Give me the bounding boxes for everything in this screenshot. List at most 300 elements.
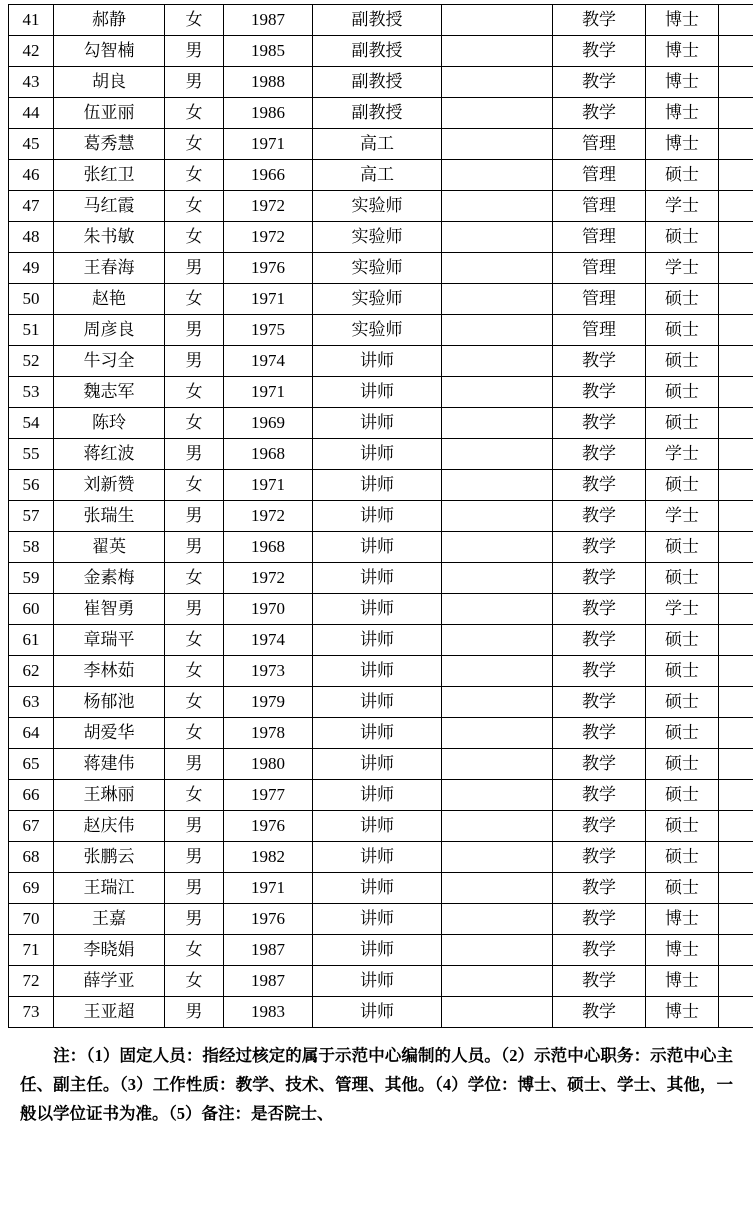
cell-birth-year: 1972 xyxy=(224,191,313,222)
cell-degree: 博士 xyxy=(646,67,719,98)
cell-professional-title: 讲师 xyxy=(313,470,442,501)
cell-degree: 硕士 xyxy=(646,749,719,780)
cell-birth-year: 1970 xyxy=(224,594,313,625)
cell-professional-title: 副教授 xyxy=(313,67,442,98)
cell-degree: 博士 xyxy=(646,904,719,935)
cell-professional-title: 讲师 xyxy=(313,408,442,439)
cell-index: 44 xyxy=(9,98,54,129)
cell-sex: 女 xyxy=(165,625,224,656)
cell-work-type: 教学 xyxy=(553,749,646,780)
cell-sex: 女 xyxy=(165,718,224,749)
cell-name: 蒋建伟 xyxy=(54,749,165,780)
cell-sex: 女 xyxy=(165,935,224,966)
cell-sex: 男 xyxy=(165,594,224,625)
cell-name: 勾智楠 xyxy=(54,36,165,67)
cell-degree: 硕士 xyxy=(646,656,719,687)
cell-birth-year: 1968 xyxy=(224,532,313,563)
cell-degree: 硕士 xyxy=(646,346,719,377)
cell-index: 64 xyxy=(9,718,54,749)
cell-center-duty xyxy=(442,842,553,873)
cell-birth-year: 1988 xyxy=(224,67,313,98)
cell-sex: 女 xyxy=(165,222,224,253)
cell-birth-year: 1987 xyxy=(224,966,313,997)
cell-professional-title: 讲师 xyxy=(313,780,442,811)
cell-professional-title: 讲师 xyxy=(313,749,442,780)
cell-sex: 女 xyxy=(165,284,224,315)
cell-professional-title: 实验师 xyxy=(313,253,442,284)
cell-professional-title: 讲师 xyxy=(313,656,442,687)
cell-index: 69 xyxy=(9,873,54,904)
cell-sex: 男 xyxy=(165,842,224,873)
cell-remark xyxy=(719,780,753,811)
cell-index: 51 xyxy=(9,315,54,346)
table-row xyxy=(9,563,753,594)
cell-birth-year: 1971 xyxy=(224,284,313,315)
cell-birth-year: 1976 xyxy=(224,904,313,935)
cell-professional-title: 讲师 xyxy=(313,377,442,408)
cell-professional-title: 讲师 xyxy=(313,439,442,470)
cell-sex: 男 xyxy=(165,315,224,346)
cell-birth-year: 1971 xyxy=(224,377,313,408)
cell-degree: 硕士 xyxy=(646,532,719,563)
cell-professional-title: 实验师 xyxy=(313,315,442,346)
cell-center-duty xyxy=(442,377,553,408)
cell-name: 李晓娟 xyxy=(54,935,165,966)
table-row xyxy=(9,780,753,811)
cell-sex: 女 xyxy=(165,129,224,160)
table-row xyxy=(9,346,753,377)
cell-work-type: 教学 xyxy=(553,377,646,408)
cell-index: 58 xyxy=(9,532,54,563)
cell-work-type: 教学 xyxy=(553,67,646,98)
cell-name: 伍亚丽 xyxy=(54,98,165,129)
table-row xyxy=(9,935,753,966)
cell-birth-year: 1987 xyxy=(224,935,313,966)
cell-name: 马红霞 xyxy=(54,191,165,222)
cell-index: 70 xyxy=(9,904,54,935)
cell-work-type: 教学 xyxy=(553,997,646,1028)
cell-birth-year: 1971 xyxy=(224,129,313,160)
cell-sex: 女 xyxy=(165,470,224,501)
cell-center-duty xyxy=(442,997,553,1028)
table-row xyxy=(9,749,753,780)
cell-degree: 硕士 xyxy=(646,780,719,811)
table-row xyxy=(9,253,753,284)
cell-remark xyxy=(719,749,753,780)
cell-center-duty xyxy=(442,346,553,377)
cell-index: 52 xyxy=(9,346,54,377)
cell-center-duty xyxy=(442,532,553,563)
cell-birth-year: 1979 xyxy=(224,687,313,718)
cell-name: 李林茹 xyxy=(54,656,165,687)
cell-work-type: 教学 xyxy=(553,966,646,997)
cell-center-duty xyxy=(442,470,553,501)
cell-professional-title: 讲师 xyxy=(313,594,442,625)
cell-name: 王亚超 xyxy=(54,997,165,1028)
cell-remark xyxy=(719,191,753,222)
cell-name: 王嘉 xyxy=(54,904,165,935)
table-row xyxy=(9,377,753,408)
cell-center-duty xyxy=(442,904,553,935)
table-row xyxy=(9,470,753,501)
cell-work-type: 教学 xyxy=(553,811,646,842)
cell-index: 57 xyxy=(9,501,54,532)
cell-degree: 硕士 xyxy=(646,160,719,191)
table-row xyxy=(9,904,753,935)
cell-index: 54 xyxy=(9,408,54,439)
cell-remark xyxy=(719,253,753,284)
cell-sex: 男 xyxy=(165,36,224,67)
cell-index: 63 xyxy=(9,687,54,718)
table-row xyxy=(9,191,753,222)
table-row xyxy=(9,36,753,67)
cell-professional-title: 讲师 xyxy=(313,842,442,873)
cell-work-type: 教学 xyxy=(553,780,646,811)
cell-professional-title: 副教授 xyxy=(313,98,442,129)
cell-index: 65 xyxy=(9,749,54,780)
cell-center-duty xyxy=(442,253,553,284)
cell-work-type: 教学 xyxy=(553,408,646,439)
cell-birth-year: 1968 xyxy=(224,439,313,470)
cell-remark xyxy=(719,377,753,408)
table-row xyxy=(9,718,753,749)
cell-index: 68 xyxy=(9,842,54,873)
cell-center-duty xyxy=(442,315,553,346)
cell-name: 崔智勇 xyxy=(54,594,165,625)
cell-remark xyxy=(719,811,753,842)
table-notes xyxy=(20,1042,733,1129)
cell-sex: 男 xyxy=(165,873,224,904)
cell-sex: 男 xyxy=(165,532,224,563)
table-row xyxy=(9,656,753,687)
personnel-table xyxy=(8,4,753,1028)
cell-birth-year: 1982 xyxy=(224,842,313,873)
cell-birth-year: 1974 xyxy=(224,346,313,377)
cell-center-duty xyxy=(442,501,553,532)
cell-degree: 博士 xyxy=(646,5,719,36)
cell-degree: 学士 xyxy=(646,191,719,222)
cell-name: 赵庆伟 xyxy=(54,811,165,842)
cell-professional-title: 实验师 xyxy=(313,191,442,222)
cell-birth-year: 1976 xyxy=(224,253,313,284)
table-row xyxy=(9,129,753,160)
cell-professional-title: 副教授 xyxy=(313,5,442,36)
table-row xyxy=(9,842,753,873)
cell-work-type: 教学 xyxy=(553,563,646,594)
cell-index: 48 xyxy=(9,222,54,253)
cell-name: 杨郁池 xyxy=(54,687,165,718)
cell-professional-title: 讲师 xyxy=(313,873,442,904)
cell-remark xyxy=(719,408,753,439)
cell-birth-year: 1987 xyxy=(224,5,313,36)
cell-birth-year: 1975 xyxy=(224,315,313,346)
cell-work-type: 教学 xyxy=(553,656,646,687)
cell-name: 蒋红波 xyxy=(54,439,165,470)
cell-index: 56 xyxy=(9,470,54,501)
cell-center-duty xyxy=(442,749,553,780)
cell-work-type: 管理 xyxy=(553,253,646,284)
cell-professional-title: 讲师 xyxy=(313,501,442,532)
cell-professional-title: 副教授 xyxy=(313,36,442,67)
cell-remark xyxy=(719,904,753,935)
cell-birth-year: 1985 xyxy=(224,36,313,67)
cell-sex: 女 xyxy=(165,408,224,439)
cell-remark xyxy=(719,687,753,718)
cell-sex: 女 xyxy=(165,780,224,811)
cell-professional-title: 高工 xyxy=(313,129,442,160)
cell-center-duty xyxy=(442,284,553,315)
cell-sex: 男 xyxy=(165,67,224,98)
cell-sex: 女 xyxy=(165,377,224,408)
cell-sex: 男 xyxy=(165,501,224,532)
cell-remark xyxy=(719,315,753,346)
cell-index: 62 xyxy=(9,656,54,687)
cell-birth-year: 1972 xyxy=(224,501,313,532)
cell-name: 张瑞生 xyxy=(54,501,165,532)
cell-work-type: 教学 xyxy=(553,346,646,377)
cell-professional-title: 讲师 xyxy=(313,811,442,842)
cell-center-duty xyxy=(442,129,553,160)
cell-degree: 硕士 xyxy=(646,873,719,904)
cell-work-type: 教学 xyxy=(553,532,646,563)
cell-center-duty xyxy=(442,718,553,749)
cell-professional-title: 实验师 xyxy=(313,222,442,253)
cell-degree: 硕士 xyxy=(646,315,719,346)
cell-index: 67 xyxy=(9,811,54,842)
cell-index: 49 xyxy=(9,253,54,284)
cell-center-duty xyxy=(442,439,553,470)
cell-degree: 硕士 xyxy=(646,408,719,439)
cell-name: 刘新赞 xyxy=(54,470,165,501)
cell-sex: 男 xyxy=(165,749,224,780)
cell-name: 魏志军 xyxy=(54,377,165,408)
cell-professional-title: 讲师 xyxy=(313,935,442,966)
cell-remark xyxy=(719,160,753,191)
cell-center-duty xyxy=(442,935,553,966)
cell-birth-year: 1974 xyxy=(224,625,313,656)
cell-sex: 女 xyxy=(165,656,224,687)
table-row xyxy=(9,532,753,563)
cell-name: 周彦良 xyxy=(54,315,165,346)
cell-work-type: 教学 xyxy=(553,904,646,935)
cell-center-duty xyxy=(442,625,553,656)
table-row xyxy=(9,687,753,718)
cell-degree: 硕士 xyxy=(646,625,719,656)
cell-name: 薛学亚 xyxy=(54,966,165,997)
cell-remark xyxy=(719,284,753,315)
cell-professional-title: 讲师 xyxy=(313,532,442,563)
cell-remark xyxy=(719,98,753,129)
cell-name: 陈玲 xyxy=(54,408,165,439)
cell-work-type: 管理 xyxy=(553,222,646,253)
table-row xyxy=(9,408,753,439)
cell-sex: 男 xyxy=(165,997,224,1028)
cell-index: 47 xyxy=(9,191,54,222)
cell-work-type: 管理 xyxy=(553,315,646,346)
cell-name: 翟英 xyxy=(54,532,165,563)
cell-professional-title: 讲师 xyxy=(313,904,442,935)
cell-sex: 女 xyxy=(165,687,224,718)
cell-name: 金素梅 xyxy=(54,563,165,594)
cell-remark xyxy=(719,656,753,687)
cell-birth-year: 1972 xyxy=(224,222,313,253)
cell-center-duty xyxy=(442,873,553,904)
cell-degree: 学士 xyxy=(646,253,719,284)
cell-professional-title: 讲师 xyxy=(313,997,442,1028)
cell-birth-year: 1966 xyxy=(224,160,313,191)
cell-work-type: 教学 xyxy=(553,5,646,36)
cell-name: 朱书敏 xyxy=(54,222,165,253)
table-row xyxy=(9,873,753,904)
cell-name: 张鹏云 xyxy=(54,842,165,873)
cell-birth-year: 1969 xyxy=(224,408,313,439)
table-row xyxy=(9,67,753,98)
table-row xyxy=(9,315,753,346)
cell-remark xyxy=(719,222,753,253)
cell-degree: 博士 xyxy=(646,966,719,997)
cell-center-duty xyxy=(442,811,553,842)
cell-remark xyxy=(719,346,753,377)
cell-sex: 女 xyxy=(165,160,224,191)
cell-degree: 博士 xyxy=(646,98,719,129)
cell-degree: 博士 xyxy=(646,36,719,67)
cell-degree: 学士 xyxy=(646,501,719,532)
cell-work-type: 管理 xyxy=(553,160,646,191)
cell-center-duty xyxy=(442,191,553,222)
cell-center-duty xyxy=(442,594,553,625)
cell-index: 41 xyxy=(9,5,54,36)
cell-remark xyxy=(719,718,753,749)
cell-center-duty xyxy=(442,222,553,253)
notes-text: 注：（1）固定人员：指经过核定的属于示范中心编制的人员。（2）示范中心职务：示范中心主任、副主任。（3）工作性质：教学、技术、管理、其他。（4）学位：博士、硕士、学士、其他，一般以学位证书为准。（5）备注：是否院士、 xyxy=(20,1046,733,1123)
table-row xyxy=(9,625,753,656)
cell-center-duty xyxy=(442,966,553,997)
cell-index: 43 xyxy=(9,67,54,98)
cell-degree: 硕士 xyxy=(646,470,719,501)
cell-center-duty xyxy=(442,408,553,439)
table-row xyxy=(9,966,753,997)
cell-center-duty xyxy=(442,67,553,98)
table-row xyxy=(9,160,753,191)
cell-index: 42 xyxy=(9,36,54,67)
cell-sex: 女 xyxy=(165,5,224,36)
cell-index: 66 xyxy=(9,780,54,811)
cell-name: 张红卫 xyxy=(54,160,165,191)
cell-work-type: 教学 xyxy=(553,625,646,656)
cell-name: 赵艳 xyxy=(54,284,165,315)
cell-work-type: 教学 xyxy=(553,36,646,67)
cell-name: 王琳丽 xyxy=(54,780,165,811)
cell-center-duty xyxy=(442,36,553,67)
cell-center-duty xyxy=(442,687,553,718)
cell-birth-year: 1971 xyxy=(224,470,313,501)
cell-remark xyxy=(719,594,753,625)
cell-index: 71 xyxy=(9,935,54,966)
cell-center-duty xyxy=(442,98,553,129)
cell-work-type: 教学 xyxy=(553,718,646,749)
cell-degree: 博士 xyxy=(646,129,719,160)
cell-sex: 女 xyxy=(165,191,224,222)
cell-birth-year: 1978 xyxy=(224,718,313,749)
cell-work-type: 教学 xyxy=(553,501,646,532)
cell-remark xyxy=(719,873,753,904)
cell-professional-title: 讲师 xyxy=(313,625,442,656)
cell-professional-title: 讲师 xyxy=(313,687,442,718)
table-row xyxy=(9,594,753,625)
table-row xyxy=(9,98,753,129)
cell-remark xyxy=(719,966,753,997)
cell-degree: 学士 xyxy=(646,439,719,470)
cell-remark xyxy=(719,5,753,36)
cell-degree: 硕士 xyxy=(646,222,719,253)
cell-work-type: 教学 xyxy=(553,935,646,966)
cell-remark xyxy=(719,935,753,966)
cell-remark xyxy=(719,842,753,873)
cell-birth-year: 1980 xyxy=(224,749,313,780)
table-row xyxy=(9,5,753,36)
cell-remark xyxy=(719,67,753,98)
cell-remark xyxy=(719,439,753,470)
cell-work-type: 教学 xyxy=(553,594,646,625)
table-row xyxy=(9,222,753,253)
cell-birth-year: 1971 xyxy=(224,873,313,904)
cell-index: 55 xyxy=(9,439,54,470)
cell-index: 60 xyxy=(9,594,54,625)
cell-remark xyxy=(719,625,753,656)
cell-birth-year: 1976 xyxy=(224,811,313,842)
cell-center-duty xyxy=(442,780,553,811)
cell-birth-year: 1983 xyxy=(224,997,313,1028)
cell-remark xyxy=(719,36,753,67)
cell-remark xyxy=(719,129,753,160)
cell-degree: 硕士 xyxy=(646,718,719,749)
cell-sex: 男 xyxy=(165,811,224,842)
cell-name: 王瑞江 xyxy=(54,873,165,904)
cell-work-type: 教学 xyxy=(553,98,646,129)
table-body xyxy=(9,5,753,1028)
cell-degree: 学士 xyxy=(646,594,719,625)
cell-sex: 女 xyxy=(165,98,224,129)
cell-index: 53 xyxy=(9,377,54,408)
cell-index: 61 xyxy=(9,625,54,656)
cell-index: 59 xyxy=(9,563,54,594)
cell-professional-title: 讲师 xyxy=(313,563,442,594)
cell-work-type: 教学 xyxy=(553,439,646,470)
cell-professional-title: 高工 xyxy=(313,160,442,191)
cell-name: 牛习全 xyxy=(54,346,165,377)
cell-professional-title: 讲师 xyxy=(313,718,442,749)
cell-center-duty xyxy=(442,563,553,594)
table-row xyxy=(9,997,753,1028)
cell-name: 胡爱华 xyxy=(54,718,165,749)
cell-name: 章瑞平 xyxy=(54,625,165,656)
cell-professional-title: 讲师 xyxy=(313,966,442,997)
cell-birth-year: 1977 xyxy=(224,780,313,811)
cell-professional-title: 实验师 xyxy=(313,284,442,315)
cell-sex: 女 xyxy=(165,563,224,594)
cell-sex: 女 xyxy=(165,966,224,997)
cell-index: 46 xyxy=(9,160,54,191)
cell-name: 郝静 xyxy=(54,5,165,36)
cell-index: 45 xyxy=(9,129,54,160)
cell-degree: 博士 xyxy=(646,997,719,1028)
cell-name: 王春海 xyxy=(54,253,165,284)
cell-sex: 男 xyxy=(165,346,224,377)
cell-center-duty xyxy=(442,656,553,687)
cell-index: 50 xyxy=(9,284,54,315)
cell-work-type: 教学 xyxy=(553,687,646,718)
cell-work-type: 管理 xyxy=(553,191,646,222)
